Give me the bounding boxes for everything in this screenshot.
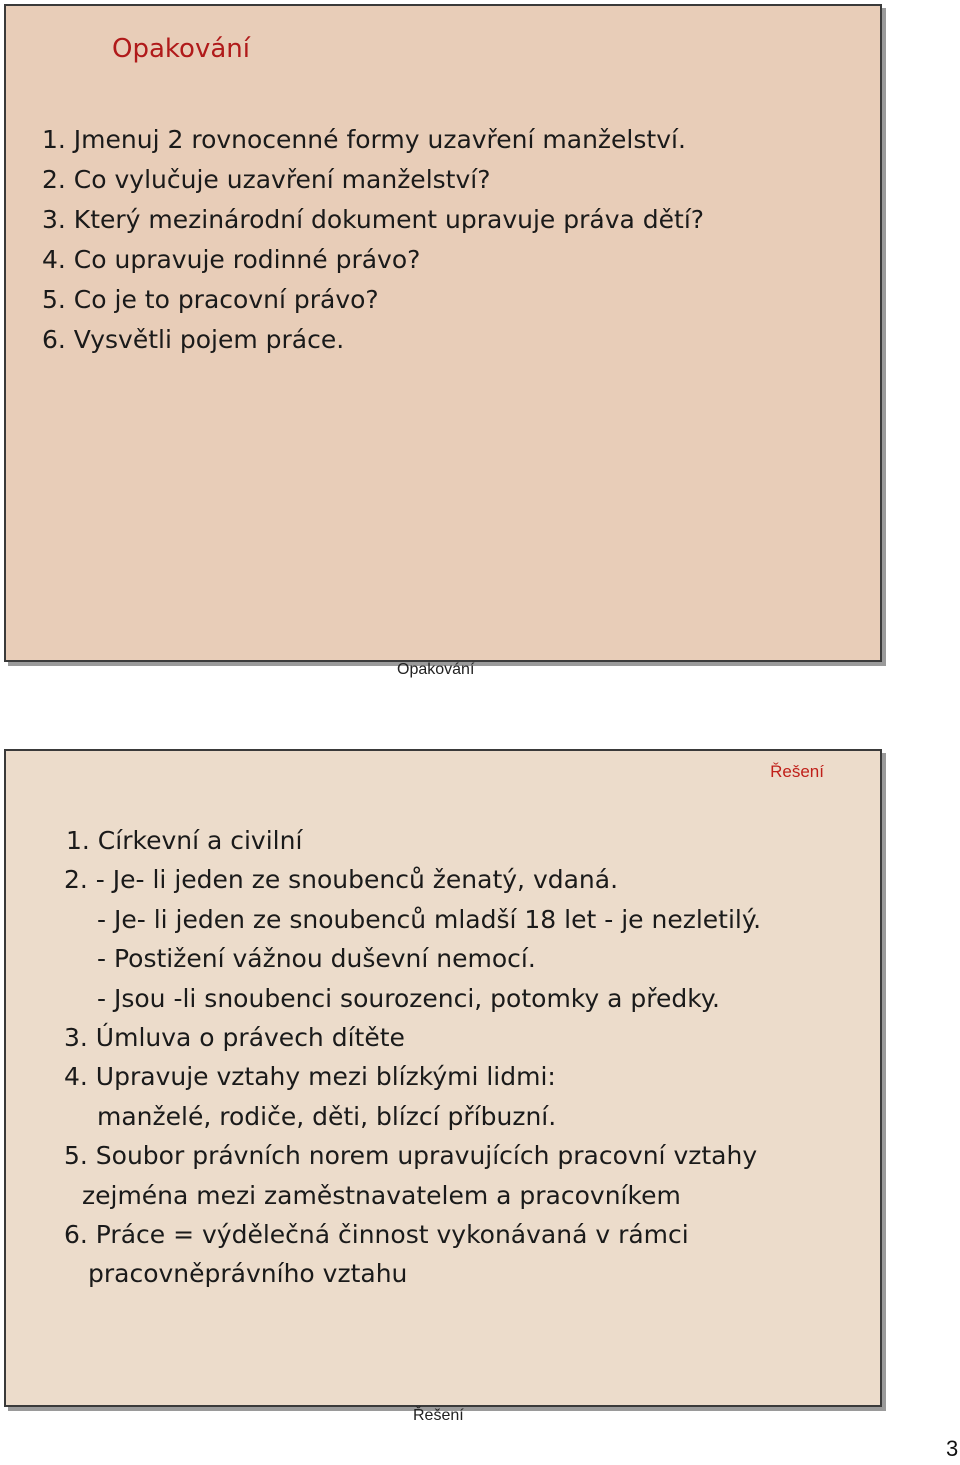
- slide-opakovani: [4, 4, 882, 662]
- answer-line: 5. Soubor právních norem upravujících pracovní vztahy: [64, 1141, 758, 1171]
- question-item: 6. Vysvětli pojem práce.: [42, 325, 345, 354]
- answer-line: pracovněprávního vztahu: [88, 1259, 408, 1289]
- question-item: 1. Jmenuj 2 rovnocenné formy uzavření manželství.: [42, 125, 686, 154]
- answer-line: - Postižení vážnou duševní nemocí.: [97, 944, 536, 974]
- answer-line: - Je- li jeden ze snoubenců mladší 18 let - je nezletilý.: [97, 904, 762, 934]
- answer-line: 4. Upravuje vztahy mezi blízkými lidmi:: [64, 1062, 556, 1092]
- answer-line: 2. - Je- li jeden ze snoubenců ženatý, vdaná.: [64, 865, 619, 895]
- solution-label: Řešení: [770, 762, 824, 781]
- answer-line: - Jsou -li snoubenci sourozenci, potomky a předky.: [97, 983, 720, 1013]
- page-number: 3: [946, 1436, 959, 1461]
- question-item: 2. Co vylučuje uzavření manželství?: [42, 165, 491, 194]
- slide-reseni: [4, 749, 882, 1407]
- answer-list: [6, 821, 880, 1294]
- slide-caption-reseni: Řešení: [413, 1407, 464, 1424]
- slide-title: Opakování: [112, 34, 250, 64]
- answer-line: 3. Úmluva o právech dítěte: [64, 1023, 405, 1053]
- slide-caption-opakovani: Opakování: [397, 661, 475, 678]
- question-item: 5. Co je to pracovní právo?: [42, 285, 379, 314]
- answer-line: zejména mezi zaměstnavatelem a pracovníkem: [82, 1180, 681, 1210]
- answer-line: manželé, rodiče, děti, blízcí příbuzní.: [97, 1101, 557, 1131]
- answer-line: 1. Církevní a civilní: [66, 826, 303, 855]
- question-list: [42, 120, 704, 360]
- question-item: 4. Co upravuje rodinné právo?: [42, 245, 421, 274]
- question-item: 3. Který mezinárodní dokument upravuje práva dětí?: [42, 205, 705, 234]
- answer-line: 6. Práce = výdělečná činnost vykonávaná v rámci: [64, 1220, 689, 1250]
